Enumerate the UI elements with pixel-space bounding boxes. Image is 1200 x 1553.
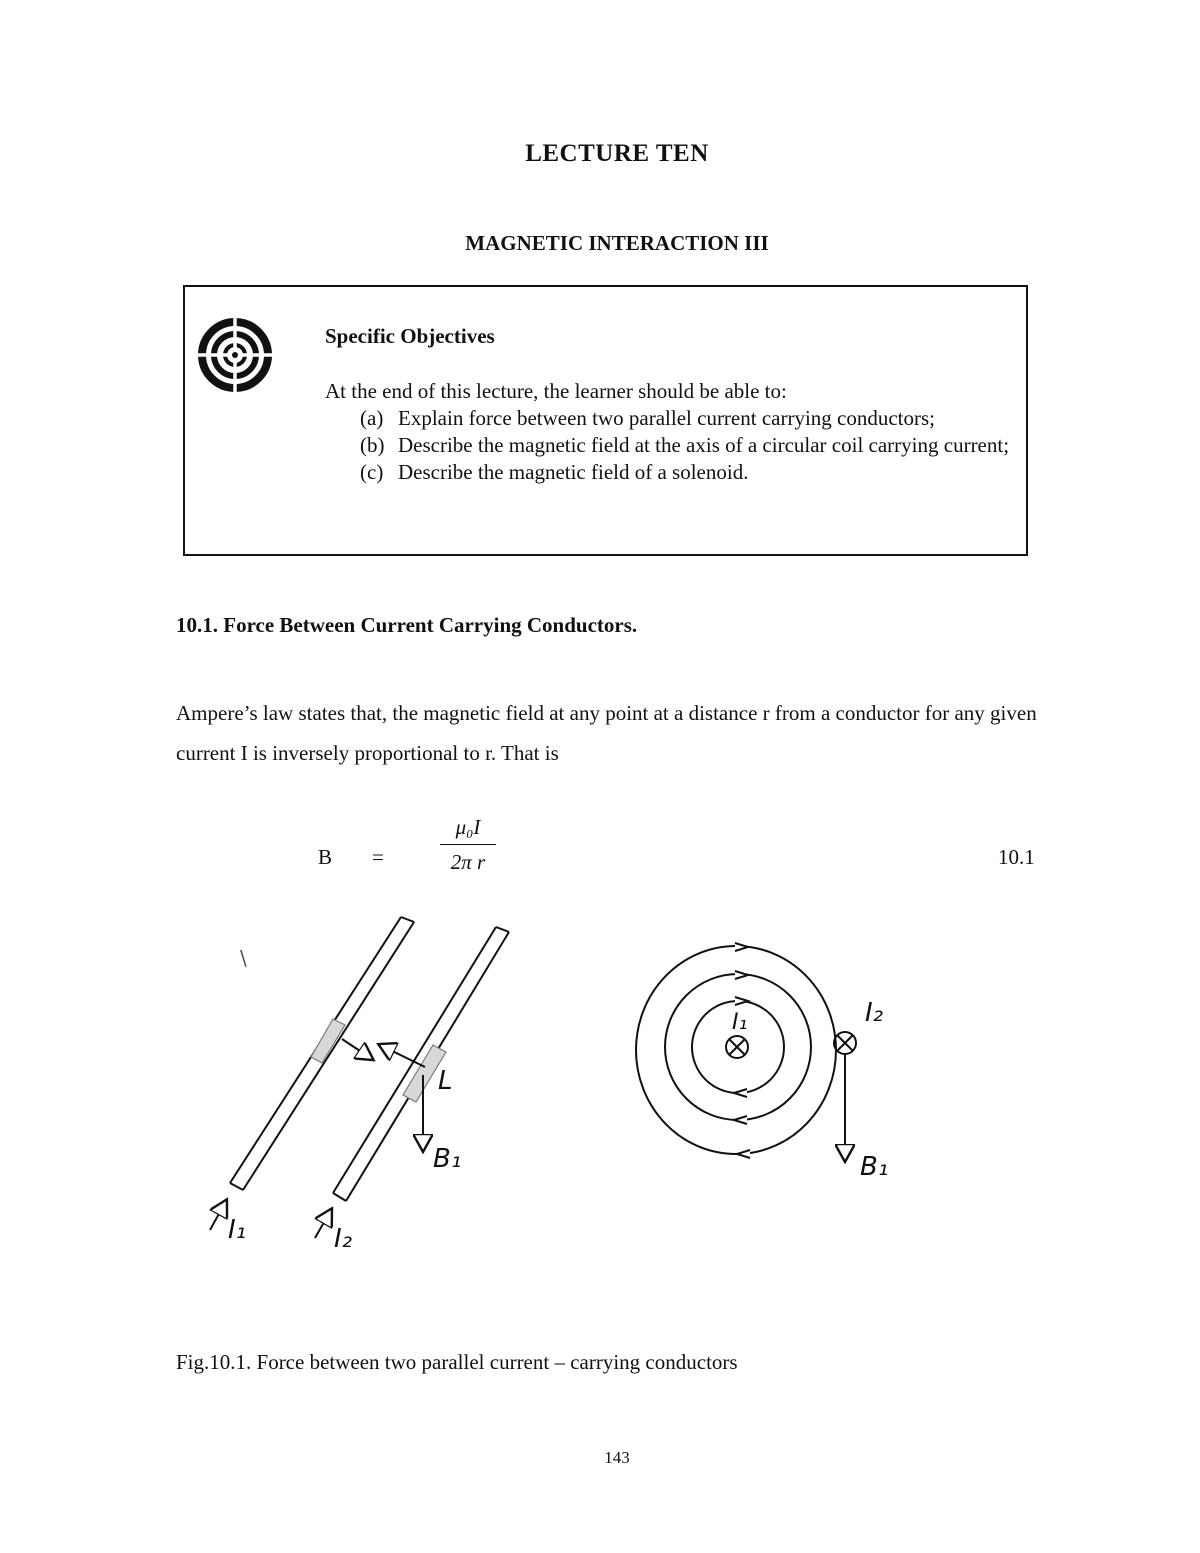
label-field: B₁ xyxy=(433,1144,462,1174)
section-heading: 10.1. Force Between Current Carrying Conductors. xyxy=(176,613,638,637)
current-arrow-1 xyxy=(210,1201,226,1230)
objective-item xyxy=(360,432,1020,459)
figure-caption: Fig.10.1. Force between two parallel current – carrying conductors xyxy=(176,1350,738,1374)
conductors-figure xyxy=(170,905,930,1275)
outer-conductor xyxy=(834,1032,856,1054)
label-outer-current: I₂ xyxy=(865,998,884,1028)
label-length: L xyxy=(438,1066,453,1096)
label-current-2: I₂ xyxy=(334,1224,353,1254)
objective-marker: (c) xyxy=(360,460,384,484)
equation-equals: = xyxy=(372,845,384,869)
lecture-title: LECTURE TEN xyxy=(525,140,709,167)
force-arrow-2 xyxy=(380,1045,425,1067)
stray-mark: \ xyxy=(240,946,247,970)
current-arrow-2 xyxy=(315,1210,331,1238)
force-arrow-1 xyxy=(342,1039,372,1059)
inner-conductor xyxy=(726,1036,748,1058)
body-paragraph: Ampere’s law states that, the magnetic field at any point at a distance r from a conductor for any given current I is inversely proportional to r. That is xyxy=(176,701,1037,765)
objective-marker: (a) xyxy=(360,406,384,430)
label-outer-field: B₁ xyxy=(860,1152,889,1182)
objective-text: Describe the magnetic field at the axis of a circular coil carrying current; xyxy=(398,433,1010,457)
target-icon xyxy=(196,316,274,394)
objective-text: Explain force between two parallel current carrying conductors; xyxy=(398,406,936,430)
lecture-subtitle: MAGNETIC INTERACTION III xyxy=(465,231,769,255)
equation-fraction xyxy=(440,815,496,875)
fraction-line xyxy=(440,844,496,845)
objective-text: Describe the magnetic field of a solenoid. xyxy=(398,460,749,484)
objective-marker: (b) xyxy=(360,433,385,457)
page-number: 143 xyxy=(604,1448,630,1467)
equation-number: 10.1 xyxy=(998,845,1035,869)
objectives-intro: At the end of this lecture, the learner should be able to: xyxy=(325,379,787,403)
equation-lhs: B xyxy=(318,845,333,869)
equation-numerator: μ₀I xyxy=(455,815,481,839)
label-inner-current: I₁ xyxy=(732,1010,748,1035)
objective-item xyxy=(360,405,1020,432)
objectives-list xyxy=(360,405,1020,486)
label-current-1: I₁ xyxy=(228,1215,247,1245)
objectives-heading: Specific Objectives xyxy=(325,324,495,348)
objective-item xyxy=(360,459,1020,486)
objectives-box xyxy=(183,285,1028,556)
equation-denominator: 2π r xyxy=(450,850,486,874)
